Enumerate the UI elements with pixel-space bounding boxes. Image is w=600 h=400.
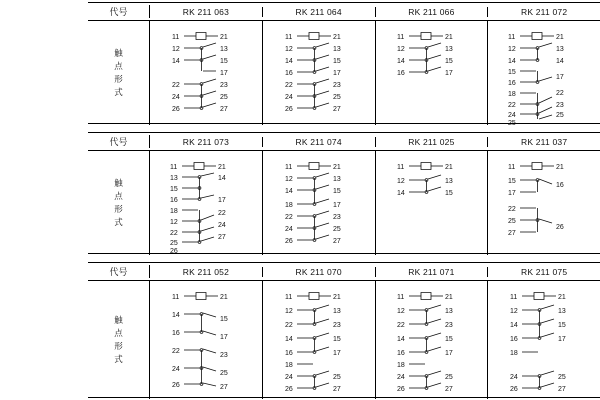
svg-text:22: 22 <box>284 322 293 329</box>
svg-text:22: 22 <box>508 206 516 213</box>
row-label-char: 点 <box>114 328 123 338</box>
svg-text:14: 14 <box>284 58 293 65</box>
svg-text:21: 21 <box>556 34 564 41</box>
contact-diagram-cell <box>376 21 489 125</box>
svg-text:25: 25 <box>219 370 228 377</box>
table-header-row-3 <box>88 263 600 281</box>
svg-text:27: 27 <box>558 386 566 392</box>
svg-text:22: 22 <box>284 82 293 89</box>
code-cell: RK 211 072 <box>520 6 568 17</box>
svg-text:26: 26 <box>169 248 178 253</box>
svg-text:22: 22 <box>217 210 226 217</box>
svg-text:15: 15 <box>219 316 228 323</box>
svg-text:21: 21 <box>332 294 341 301</box>
svg-text:13: 13 <box>556 46 564 53</box>
svg-text:21: 21 <box>445 164 454 171</box>
svg-text:13: 13 <box>445 308 454 315</box>
svg-text:18: 18 <box>284 202 293 209</box>
contact-diagram-cell <box>263 151 376 255</box>
svg-text:17: 17 <box>558 336 566 343</box>
svg-text:23: 23 <box>332 82 341 89</box>
contact-diagram-cell <box>150 21 263 125</box>
svg-text:22: 22 <box>397 322 406 329</box>
svg-text:27: 27 <box>508 230 516 237</box>
svg-text:11: 11 <box>508 164 516 171</box>
svg-text:27: 27 <box>332 238 341 245</box>
svg-text:23: 23 <box>332 322 341 329</box>
svg-text:13: 13 <box>219 46 228 53</box>
contact-diagram <box>156 157 256 253</box>
contact-diagram-cell <box>488 21 600 125</box>
row-label-char: 触 <box>114 178 123 188</box>
code-cell: RK 211 063 <box>150 7 263 17</box>
code-cell: RK 211 071 <box>376 267 489 277</box>
row-label-char: 形 <box>114 204 123 214</box>
svg-text:14: 14 <box>284 188 293 195</box>
svg-text:13: 13 <box>169 175 178 182</box>
svg-text:25: 25 <box>332 226 341 233</box>
svg-text:15: 15 <box>169 186 178 193</box>
contact-diagram <box>494 157 594 253</box>
svg-text:23: 23 <box>332 214 341 221</box>
table-body-row-1 <box>88 21 600 125</box>
svg-text:21: 21 <box>445 294 454 301</box>
code-cell: RK 211 037 <box>520 136 568 147</box>
table-body-row-3 <box>88 281 600 399</box>
row-label-contact-form <box>88 21 150 125</box>
svg-text:11: 11 <box>397 34 405 41</box>
svg-text:13: 13 <box>445 178 454 185</box>
svg-text:23: 23 <box>556 102 564 109</box>
code-cell: RK 211 066 <box>376 7 489 17</box>
svg-text:14: 14 <box>508 58 516 65</box>
row-label-contact-form <box>88 151 150 255</box>
svg-text:11: 11 <box>284 294 292 301</box>
svg-text:16: 16 <box>397 70 406 77</box>
code-cell: RK 211 052 <box>150 267 263 277</box>
svg-text:21: 21 <box>219 34 228 41</box>
table-block-3 <box>88 262 600 398</box>
svg-text:11: 11 <box>171 294 180 301</box>
contact-diagram-cell <box>488 281 600 399</box>
code-cell: RK 211 025 <box>376 137 489 147</box>
svg-text:11: 11 <box>510 294 518 301</box>
svg-text:16: 16 <box>169 197 178 204</box>
svg-text:24: 24 <box>171 94 180 101</box>
svg-text:12: 12 <box>169 219 178 226</box>
svg-text:21: 21 <box>445 34 454 41</box>
row-label-char: 形 <box>114 74 123 84</box>
contact-diagram-cell <box>376 151 489 255</box>
svg-text:21: 21 <box>332 34 341 41</box>
svg-text:26: 26 <box>556 224 564 231</box>
table-block-2 <box>88 132 600 254</box>
svg-text:25: 25 <box>332 374 341 381</box>
code-cell: RK 211 070 <box>263 267 376 277</box>
svg-text:26: 26 <box>284 106 293 113</box>
svg-text:23: 23 <box>445 322 454 329</box>
svg-text:16: 16 <box>556 182 564 189</box>
code-cell: RK 211 074 <box>263 137 376 147</box>
code-cell: RK 211 064 <box>263 7 376 17</box>
svg-text:27: 27 <box>332 386 341 392</box>
svg-text:21: 21 <box>217 164 226 171</box>
row-label-char: 点 <box>114 61 123 71</box>
svg-text:25: 25 <box>169 240 178 247</box>
svg-text:15: 15 <box>445 190 454 197</box>
contact-diagram-cell <box>488 151 600 255</box>
svg-text:16: 16 <box>284 350 293 357</box>
svg-text:27: 27 <box>445 386 454 392</box>
row-label-char: 式 <box>114 217 123 227</box>
svg-text:13: 13 <box>332 46 341 53</box>
svg-text:12: 12 <box>284 176 293 183</box>
svg-text:12: 12 <box>510 308 518 315</box>
svg-text:15: 15 <box>332 188 341 195</box>
svg-text:12: 12 <box>284 308 293 315</box>
svg-text:17: 17 <box>217 197 226 204</box>
svg-text:21: 21 <box>332 164 341 171</box>
contact-diagram-cell <box>376 281 489 399</box>
svg-text:21: 21 <box>558 294 566 301</box>
svg-text:21: 21 <box>219 294 228 301</box>
contact-diagram <box>494 287 594 392</box>
svg-text:15: 15 <box>332 58 341 65</box>
svg-text:25: 25 <box>219 94 228 101</box>
svg-text:17: 17 <box>332 70 341 77</box>
svg-text:14: 14 <box>217 175 226 182</box>
row-label-char: 形 <box>114 341 123 351</box>
svg-text:22: 22 <box>284 214 293 221</box>
svg-text:15: 15 <box>558 322 566 329</box>
header-label-cell: 代号 <box>88 5 150 18</box>
svg-text:13: 13 <box>332 176 341 183</box>
contact-diagram <box>381 287 481 392</box>
svg-text:17: 17 <box>332 350 341 357</box>
svg-text:25: 25 <box>508 120 516 127</box>
svg-text:14: 14 <box>397 336 406 343</box>
table-body-row-2 <box>88 151 600 255</box>
svg-text:18: 18 <box>169 208 178 215</box>
svg-text:18: 18 <box>510 350 518 357</box>
header-label-cell: 代号 <box>88 135 150 148</box>
svg-text:17: 17 <box>219 334 228 341</box>
svg-text:26: 26 <box>171 106 180 113</box>
svg-text:24: 24 <box>397 374 406 381</box>
svg-text:12: 12 <box>508 46 516 53</box>
svg-text:27: 27 <box>219 384 228 391</box>
svg-text:12: 12 <box>284 46 293 53</box>
svg-text:15: 15 <box>219 58 228 65</box>
table-header-row-2 <box>88 133 600 151</box>
svg-text:11: 11 <box>508 34 516 41</box>
code-cell: RK 211 073 <box>150 137 263 147</box>
svg-text:24: 24 <box>171 366 180 373</box>
svg-text:15: 15 <box>445 58 454 65</box>
svg-text:16: 16 <box>171 330 180 337</box>
svg-text:27: 27 <box>332 106 341 113</box>
contact-diagram <box>381 157 481 253</box>
svg-text:26: 26 <box>510 386 518 392</box>
svg-text:14: 14 <box>397 58 406 65</box>
svg-text:17: 17 <box>219 70 228 77</box>
svg-text:18: 18 <box>284 362 293 369</box>
contact-diagram-cell <box>150 281 263 399</box>
svg-text:21: 21 <box>556 164 564 171</box>
contact-diagram-cell <box>263 21 376 125</box>
svg-text:25: 25 <box>508 218 516 225</box>
svg-text:17: 17 <box>556 74 564 81</box>
svg-text:24: 24 <box>284 226 293 233</box>
svg-text:13: 13 <box>445 46 454 53</box>
svg-text:12: 12 <box>171 46 180 53</box>
contact-diagram <box>156 287 256 392</box>
row-label-char: 触 <box>114 315 123 325</box>
svg-text:13: 13 <box>332 308 341 315</box>
svg-text:26: 26 <box>171 382 180 389</box>
contact-diagram <box>494 27 594 127</box>
svg-text:12: 12 <box>397 178 406 185</box>
svg-text:24: 24 <box>508 112 516 119</box>
svg-text:15: 15 <box>445 336 454 343</box>
contact-diagram <box>156 27 256 119</box>
svg-text:16: 16 <box>508 80 516 87</box>
row-label-contact-form <box>88 281 150 399</box>
svg-text:17: 17 <box>332 202 341 209</box>
svg-text:24: 24 <box>284 374 293 381</box>
svg-text:26: 26 <box>397 386 406 392</box>
svg-text:24: 24 <box>217 222 226 229</box>
row-label-char: 式 <box>114 87 123 97</box>
svg-text:11: 11 <box>397 294 405 301</box>
svg-text:22: 22 <box>171 82 180 89</box>
svg-text:26: 26 <box>284 386 293 392</box>
row-label-char: 点 <box>114 191 123 201</box>
svg-text:14: 14 <box>556 58 564 65</box>
svg-text:16: 16 <box>510 336 518 343</box>
contact-diagram-cell <box>263 281 376 399</box>
svg-text:15: 15 <box>332 336 341 343</box>
row-label-char: 触 <box>114 48 123 58</box>
table-block-1 <box>88 2 600 127</box>
svg-text:11: 11 <box>397 164 405 171</box>
svg-text:18: 18 <box>397 362 406 369</box>
header-label-cell: 代号 <box>88 265 150 278</box>
svg-text:11: 11 <box>284 34 292 41</box>
contact-diagram <box>269 27 369 119</box>
svg-text:27: 27 <box>219 106 228 113</box>
svg-text:26: 26 <box>284 238 293 245</box>
svg-text:17: 17 <box>445 70 454 77</box>
svg-text:11: 11 <box>169 164 178 171</box>
row-label-char: 式 <box>114 354 123 364</box>
svg-text:18: 18 <box>508 91 516 98</box>
svg-text:15: 15 <box>508 178 516 185</box>
svg-text:17: 17 <box>508 190 516 197</box>
svg-text:25: 25 <box>445 374 454 381</box>
svg-text:25: 25 <box>558 374 566 381</box>
contact-diagram <box>381 27 481 119</box>
contact-diagram <box>269 157 369 253</box>
contact-diagram <box>269 287 369 392</box>
svg-text:25: 25 <box>556 112 564 119</box>
table-header-row-1 <box>88 3 600 21</box>
svg-text:27: 27 <box>217 234 226 241</box>
svg-text:25: 25 <box>332 94 341 101</box>
svg-text:12: 12 <box>397 46 406 53</box>
svg-text:24: 24 <box>284 94 293 101</box>
svg-text:22: 22 <box>169 230 178 237</box>
svg-text:23: 23 <box>219 82 228 89</box>
svg-text:11: 11 <box>171 34 180 41</box>
svg-text:24: 24 <box>510 374 518 381</box>
svg-text:14: 14 <box>171 58 180 65</box>
contact-diagram-cell <box>150 151 263 255</box>
svg-text:13: 13 <box>558 308 566 315</box>
svg-text:16: 16 <box>397 350 406 357</box>
svg-text:22: 22 <box>556 90 564 97</box>
svg-text:11: 11 <box>284 164 292 171</box>
svg-text:22: 22 <box>171 348 180 355</box>
svg-text:14: 14 <box>397 190 406 197</box>
svg-text:15: 15 <box>508 69 516 76</box>
svg-text:22: 22 <box>508 102 516 109</box>
svg-text:14: 14 <box>284 336 293 343</box>
svg-text:14: 14 <box>171 312 180 319</box>
svg-text:14: 14 <box>510 322 518 329</box>
svg-text:16: 16 <box>284 70 293 77</box>
svg-text:12: 12 <box>397 308 406 315</box>
svg-text:17: 17 <box>445 350 454 357</box>
code-cell: RK 211 075 <box>520 266 568 277</box>
svg-text:23: 23 <box>219 352 228 359</box>
